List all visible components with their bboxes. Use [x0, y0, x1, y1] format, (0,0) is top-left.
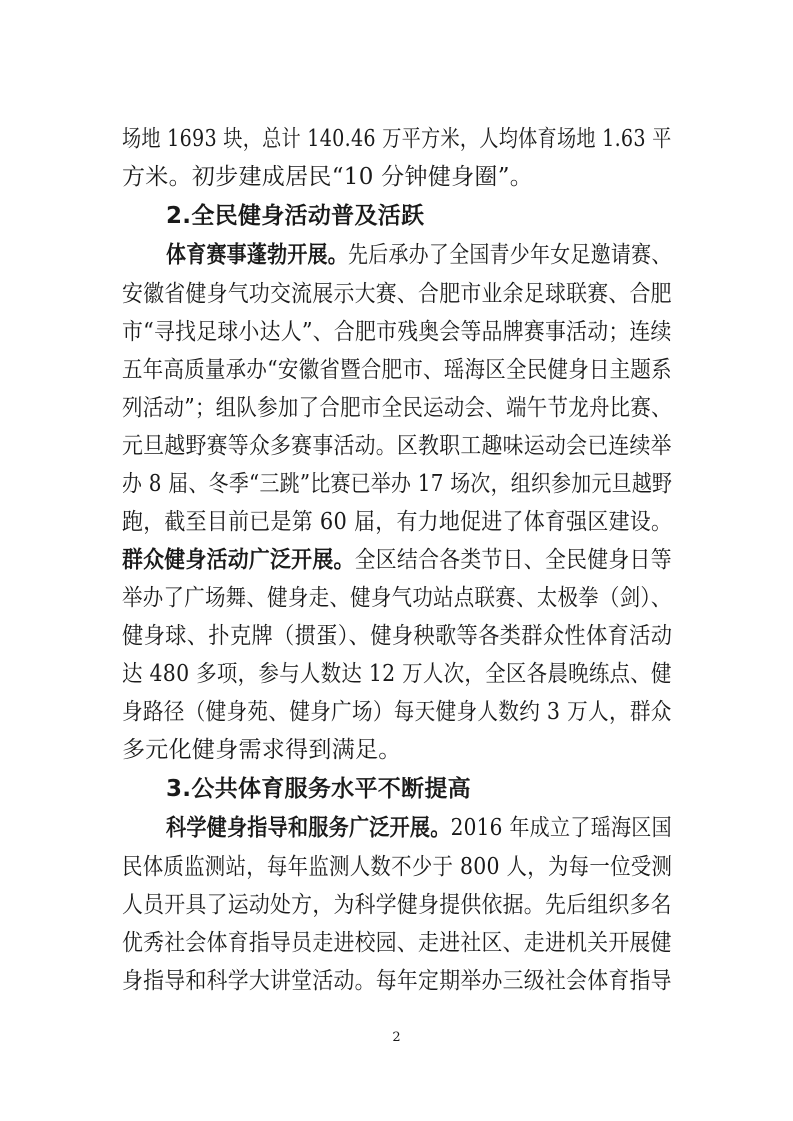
line-text: 元旦越野赛等众多赛事活动。区教职工趣味运动会已连续举: [122, 433, 672, 459]
line-text: 民体质监测站，每年监测人数不少于 800 人，为每一位受测: [122, 854, 673, 880]
body-line: [122, 659, 672, 689]
line-text: 全区结合各类节日、全民健身日等: [354, 547, 672, 573]
body-line: [122, 431, 672, 461]
body-line: [122, 507, 672, 537]
section-heading: [166, 201, 424, 231]
body-line: [122, 621, 672, 651]
body-line: [122, 890, 672, 920]
line-text: 跑，截至目前已是第 60 届，有力地促进了体育强区建设。: [122, 509, 673, 535]
paragraph-lead-line: [166, 813, 672, 843]
line-text: 身路径（健身苑、健身广场）每天健身人数约 3 万人，群众: [122, 699, 672, 725]
heading-text: 2.全民健身活动普及活跃: [166, 203, 425, 229]
lead-text: 科学健身指导和服务广泛开展。: [166, 815, 451, 841]
body-line: [122, 317, 672, 347]
line-text: 多元化健身需求得到满足。: [122, 737, 402, 763]
body-line: [122, 583, 672, 613]
body-line: [122, 162, 533, 192]
body-line: [122, 469, 672, 499]
body-line: [122, 735, 402, 765]
line-text: 举办了广场舞、健身走、健身气功站点联赛、太极拳（剑）、: [122, 585, 672, 611]
line-text: 列活动”；组队参加了合肥市全民运动会、端午节龙舟比赛、: [122, 395, 672, 421]
line-text: 场地 1693 块，总计 140.46 万平方米，人均体育场地 1.63 平: [122, 126, 672, 152]
body-line: [122, 279, 672, 309]
lead-text: 体育赛事蓬勃开展。: [166, 242, 349, 268]
line-text: 方米。初步建成居民“10 分钟健身圈”。: [122, 164, 534, 190]
line-text: 2016 年成立了瑶海区国: [450, 815, 672, 841]
body-line: [122, 355, 672, 385]
lead-text: 群众健身活动广泛开展。: [122, 547, 355, 573]
heading-text: 3.公共体育服务水平不断提高: [166, 776, 471, 802]
line-text: 市“寻找足球小达人”、合肥市残奥会等品牌赛事活动；连续: [122, 319, 672, 345]
body-line: [122, 966, 672, 996]
body-line: [122, 697, 672, 727]
section-heading: [166, 774, 471, 804]
line-text: 身指导和科学大讲堂活动。每年定期举办三级社会体育指导: [122, 968, 672, 994]
body-line: [122, 393, 672, 423]
paragraph-lead-line: [122, 545, 672, 575]
line-text: 优秀社会体育指导员走进校园、走进社区、走进机关开展健: [122, 930, 672, 956]
line-text: 五年高质量承办“安徽省暨合肥市、瑶海区全民健身日主题系: [122, 357, 672, 383]
line-text: 健身球、扑克牌（掼蛋）、健身秧歌等各类群众性体育活动: [122, 623, 673, 649]
paragraph-lead-line: [166, 240, 672, 270]
line-text: 人员开具了运动处方，为科学健身提供依据。先后组织多名: [122, 892, 672, 918]
body-line: [122, 852, 672, 882]
line-text: 办 8 届、冬季“三跳”比赛已举办 17 场次，组织参加元旦越野: [122, 471, 673, 497]
page-number: 2: [392, 1030, 401, 1045]
line-text: 达 480 多项，参与人数达 12 万人次，全区各晨晚练点、健: [122, 661, 672, 687]
line-text: 安徽省健身气功交流展示大赛、合肥市业余足球联赛、合肥: [122, 281, 672, 307]
body-line: [122, 928, 672, 958]
body-line: [122, 124, 672, 154]
line-text: 先后承办了全国青少年女足邀请赛、: [348, 242, 672, 268]
